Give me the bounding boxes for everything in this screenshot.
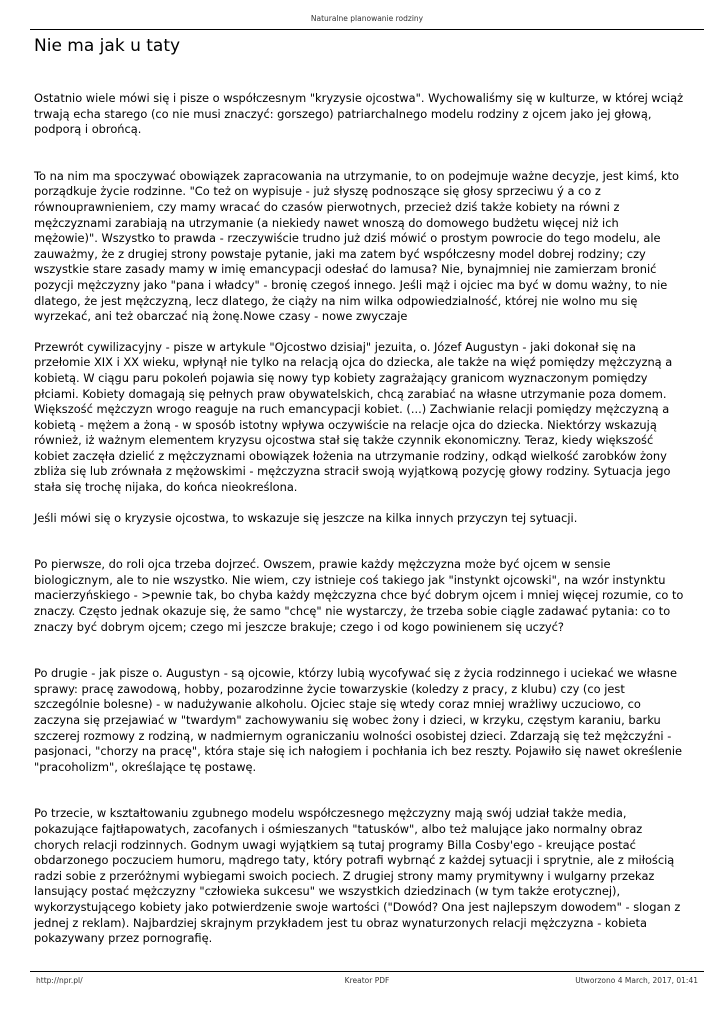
article-title: Nie ma jak u taty [34,36,181,56]
footer-created-date: Utworzono 4 March, 2017, 01:41 [575,976,698,985]
article-body [34,91,684,947]
running-header: Naturalne planowanie rodziny [310,14,424,23]
paragraph-3: Przewrót cywilizacyjny - pisze w artykule "Ojcostwo dzisiaj" jezuita, o. Józef Augustyn - jaki dokonał się na przełomie XIX i XX wieku, wpłynął nie tylko na relacją ojca do dziecka, ale także na więź pomiędzy mężczyzną a kobietą. W ciągu paru pokoleń pojawia się nowy typ kobiety zagrażający granicom wyznaczonym pomiędzy płciami. Kobiety domagają się pełnych praw obywatelskich, chcą zarabiać na własne utrzymanie poza domem. Większość mężczyzn wrogo reaguje na ruch emancypacji kobiet. (...) Zachwianie relacji pomiędzy mężczyzną a kobietą - mężem a żoną - w sposób istotny wpływa oczywiście na relacje ojca do dziecka. Niektórzy wskazują również, iż ważnym elementem kryzysu ojcostwa stał się także czynnik ekonomiczny. Teraz, kiedy większość kobiet zaczęła dzielić z mężczyznami obowiązek łożenia na utrzymanie rodziny, odkąd wielkość zarobków żony zbliża się lub zrównała z mężowskimi - mężczyzna stracił swoją wyjątkową pozycję głowy rodziny. Sytuacja jego stała się trochę nijaka, do końca nieokreślona. [34,339,673,495]
paragraph-1: Ostatnio wiele mówi się i pisze o współczesnym "kryzysie ojcostwa". Wychowaliśmy się w kulturze, w której wciąż trwają echa starego (co nie musi znaczyć: gorszego) patriarchalnego modelu rodziny z ojcem jako jej głową, podporą i obrońcą. [34,91,684,137]
page-footer [30,976,704,986]
footer-divider [30,971,704,972]
footer-url-link[interactable]: http://npr.pl/ [36,976,83,985]
paragraph-5: Po pierwsze, do roli ojca trzeba dojrzeć. Owszem, prawie każdy mężczyzna może być ojcem w sensie biologicznym, ale to nie wszystko. Nie wiem, czy istnieje coś takiego jak "instynkt ojcowski", na wzór instynktu macierzyńskiego - >pewnie tak, bo chyba każdy mężczyzna chce być dobrym ojcem i mniej więcej rozumie, co to znaczy. Często jednak okazuje się, że samo "chcę" nie wystarczy, że trzeba sobie ciągle zadawać pytania: co to znaczy być dobrym ojcem; czego mi jeszcze brakuje; czego i od kogo powinienem się uczyć? [34,557,684,634]
paragraph-7: Po trzecie, w kształtowaniu zgubnego modelu współczesnego mężczyzny mają swój udział także media, pokazujące fajtłapowatych, zacofanych i ośmieszanych "tatusków", albo też malujące jako normalny obraz chorych relacji rodzinnych. Godnym uwagi wyjątkiem są tutaj programy Billa Cosby'ego - kreujące postać obdarzonego poczuciem humoru, mądrego taty, który potrafi wybrnąć z każdej sytuacji i sprytnie, ale z miłością radzi sobie z przeróżnymi wybiegami swoich pociech. Z drugiej strony mamy prymitywny i wulgarny przekaz lansujący postać mężczyzny "człowieka sukcesu" we wszystkich dziedzinach (w tym także erotycznej), wykorzystującego kobiety jako potwierdzenie swoje wartości ("Dowód? Ona jest najlepszym dowodem" - slogan z jednej z reklam). Najbardziej skrajnym przykładem jest tu obraz wynaturzonych relacji mężczyzna - kobieta pokazywany przez pornografię. [34,806,681,946]
paragraph-6: Po drugie - jak pisze o. Augustyn - są ojcowie, którzy lubią wycofywać się z życia rodzinnego i uciekać we własne sprawy: pracę zawodową, hobby, pozarodzinne życie towarzyskie (koledzy z pracy, z klubu) czy (co jest szczególnie bolesne) - w nadużywanie alkoholu. Ojciec staje się wtedy coraz mniej wrażliwy uczuciowo, co zaczyna się przejawiać w "twardym" zachowywaniu się wobec żony i dzieci, w krzyku, częstym karaniu, barku szczerej rozmowy z rodziną, w nadmiernym ograniczaniu wolności osobistej dzieci. Zdarzają się też mężczyźni - pasjonaci, "chorzy na pracę", która staje się ich nałogiem i pochłania ich bez reszty. Pojawiło się nawet określenie "pracoholizm", określające tę postawę. [34,666,683,774]
footer-generator: Kreator PDF [344,976,390,985]
paragraph-4: Jeśli mówi się o kryzysie ojcostwa, to wskazuje się jeszcze na kilka innych przyczyn tej sytuacji. [34,510,578,525]
paragraph-2: To na nim ma spoczywać obowiązek zapracowania na utrzymanie, to on podejmuje ważne decyzje, jest kimś, kto porządkuje życie rodzinne. "Co też on wypisuje - już słyszę podnoszące się głosy sprzeciwu ý a co z równouprawnieniem, czy mamy wracać do czasów pierwotnych, przecież dziś także kobiety na równi z mężczyznami zarabiają na utrzymanie (a niekiedy nawet wnoszą do domowego budżetu więcej niż ich mężowie)". Wszystko to prawda - rzeczywiście trudno już dziś mówić o prostym powrocie do tego modelu, ale zauważmy, że z drugiej strony powstaje pytanie, jaki ma zatem być współczesny model dobrej rodziny; czy wszystkie stare zasady mamy w imię emancypacji odesłać do lamusa? Nie, bynajmniej nie zamierzam bronić pozycji mężczyzny jako "pana i władcy" - bronię czegoś innego. Jeśli mąż i ojciec ma być w domu ważny, to nie dlatego, że jest mężczyzną, lecz dlatego, że ciąży na nim wilka odpowiedzialność, której nie wolno mu się wyrzekać, ani też obarczać nią żonę.Nowe czasy - nowe zwyczaje [34,168,679,324]
header-divider [30,29,704,30]
